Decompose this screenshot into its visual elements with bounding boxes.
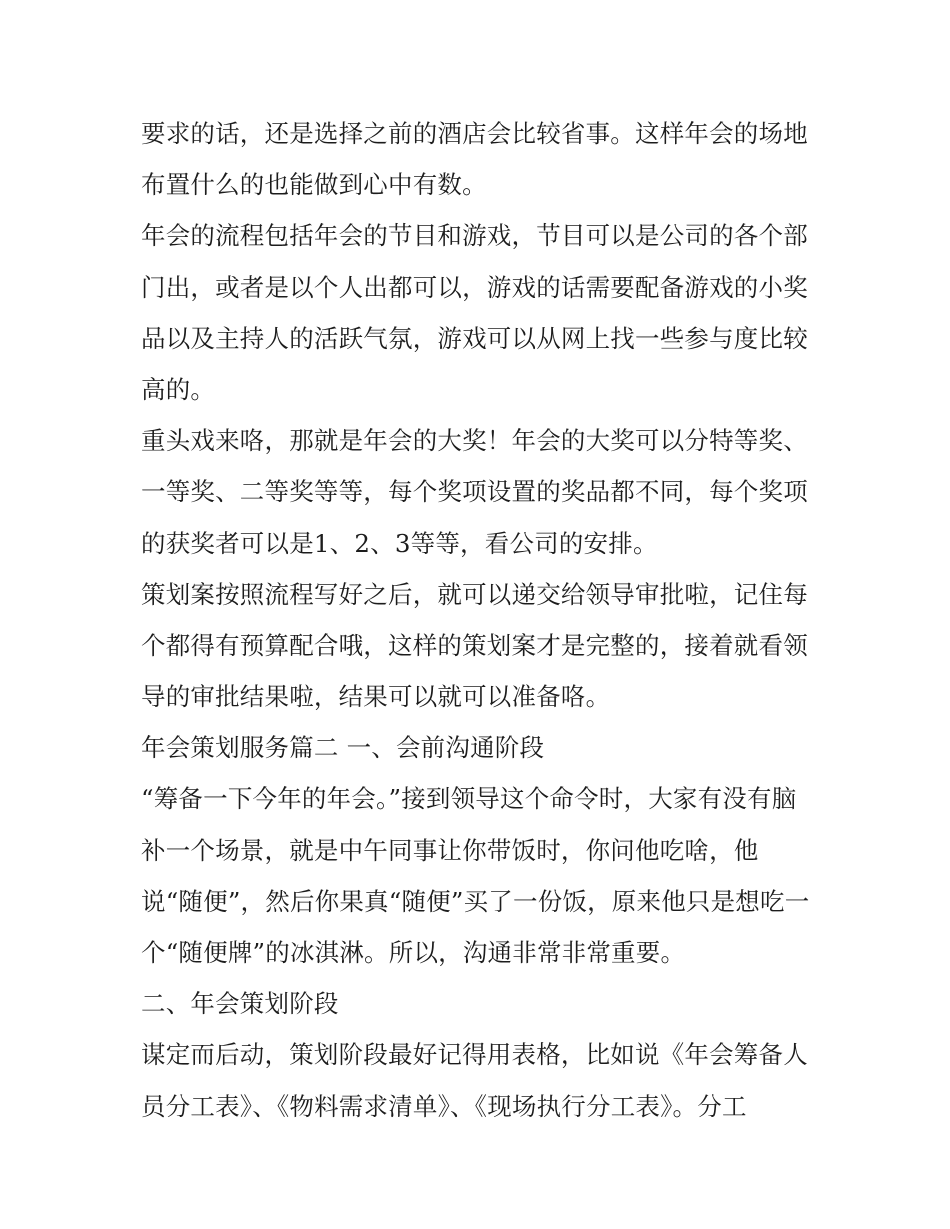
text-line: 布置什么的也能做到心中有数。 xyxy=(141,170,487,200)
text-line: 员分工表》、《物料需求清单》、《现场执行分工表》。分工 xyxy=(141,1091,747,1121)
text-line: 要求的话，还是选择之前的酒店会比较省事。这样年会的场地 xyxy=(141,119,808,148)
text-line: 导的审批结果啦，结果可以就可以准备咯。 xyxy=(141,682,611,712)
section-heading: 二、年会策划阶段 xyxy=(141,989,339,1019)
text-line: 高的。 xyxy=(141,374,216,404)
text-line: 的获奖者可以是1、2、3等等，看公司的安排。 xyxy=(141,528,658,558)
document-body xyxy=(141,108,821,1132)
text-line: 门出，或者是以个人出都可以，游戏的话需要配备游戏的小奖 xyxy=(141,272,808,302)
text-line: 一等奖、二等奖等等，每个奖项设置的奖品都不同，每个奖项 xyxy=(141,477,808,507)
section-heading: 年会策划服务篇二 一、会前沟通阶段 xyxy=(141,733,545,763)
text-line: 重头戏来咯，那就是年会的大奖！年会的大奖可以分特等奖、 xyxy=(141,426,808,456)
text-line: “筹备一下今年的年会。”接到领导这个命令时，大家有没有脑 xyxy=(141,784,797,814)
text-line: 品以及主持人的活跃气氛，游戏可以从网上找一些参与度比较 xyxy=(141,323,808,353)
text-line: 补一个场景，就是中午同事让你带饭时，你问他吃啥，他 xyxy=(141,835,759,865)
text-line: 个都得有预算配合哦，这样的策划案才是完整的，接着就看领 xyxy=(141,630,808,660)
text-line: 年会的流程包括年会的节目和游戏，节目可以是公司的各个部 xyxy=(141,221,808,251)
text-line: 说“随便”，然后你果真“随便”买了一份饭，原来他只是想吃一 xyxy=(141,886,810,916)
text-line: 策划案按照流程写好之后，就可以递交给领导审批啦，记住每 xyxy=(141,579,808,609)
text-line: 谋定而后动，策划阶段最好记得用表格，比如说《年会筹备人 xyxy=(141,1040,808,1070)
text-line: 个“随便牌”的冰淇淋。所以，沟通非常非常重要。 xyxy=(141,938,686,967)
